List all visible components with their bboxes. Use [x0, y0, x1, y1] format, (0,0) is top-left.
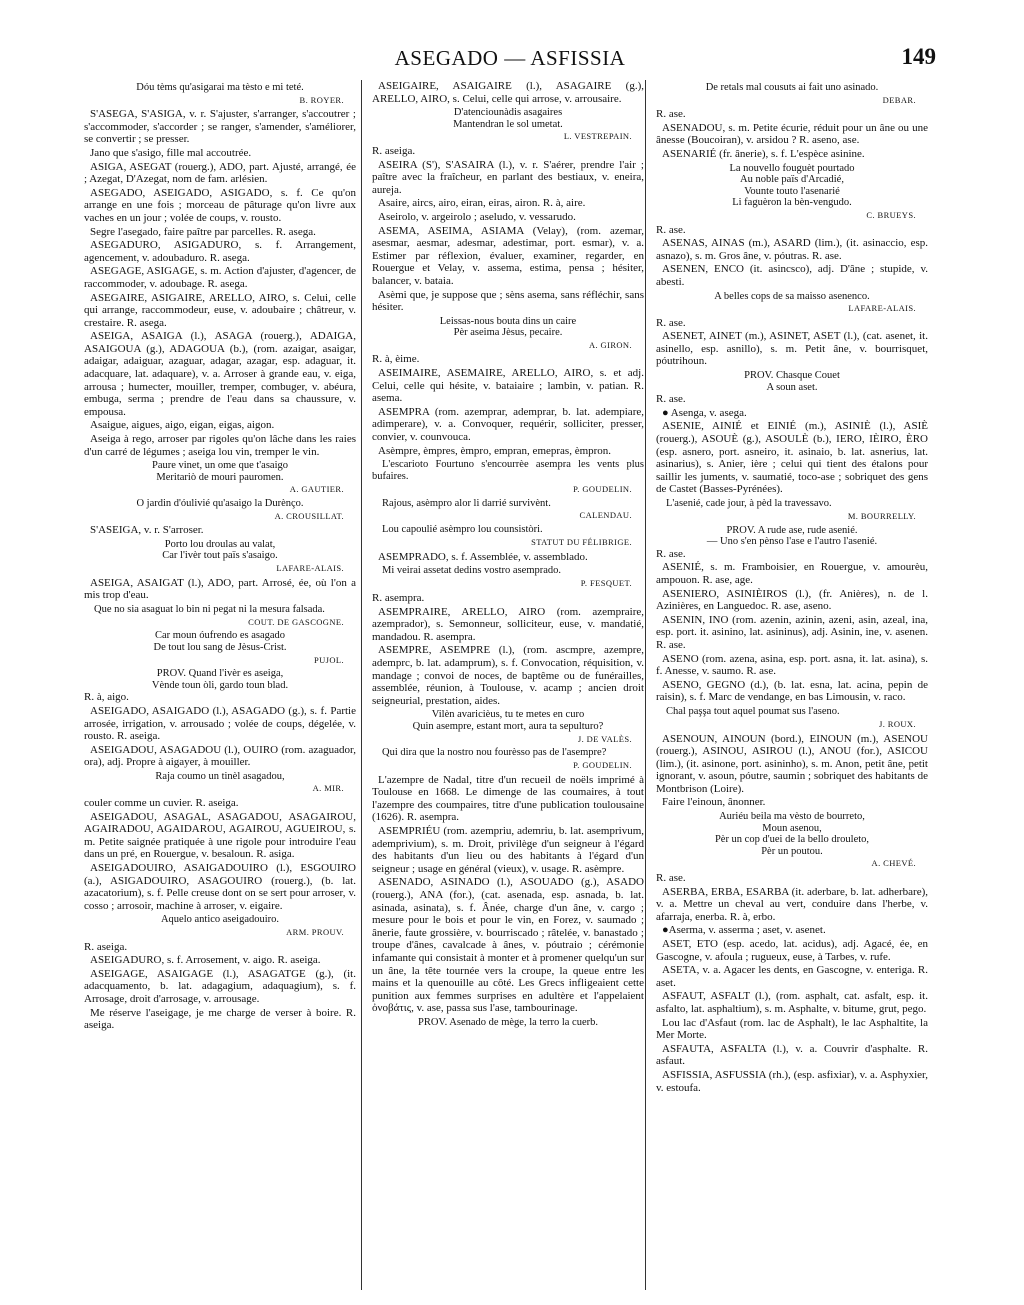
dictionary-entry: S'ASEGA, S'ASIGA, v. r. S'ajuster, s'arranger, s'accoutrer ; s'accommoder, s'accorder ; se ranger, s'amender, s'améliorer, se convertir ; se presser. — [84, 108, 356, 146]
entry-example: Me réserve l'aseigage, je me charge de verser à boire. R. aseiga. — [84, 1006, 356, 1032]
quotation: Porto lou droulas au valat, Car l'ivèr tout païs s'asaigo. LAFARE-ALAIS. — [162, 538, 344, 573]
dictionary-entry: ASENIE, AINIÉ et EINIÉ (m.), ASINIÈ (l.), ASIÈ (rouerg.), ASOUÈ (g.), ASOULÈ (b.), IERO, IÈIRO, ÈRO (esp. asnero, port. asneiro, it. asinaio, b. lat. asnerius, lat. asinarius), s. Anier, ière ; celui qui tient des étalons pour saillir les juments, v. saumatié, toco-ase ; sobriquet des gens de Castet (Basses-Pyrénées). — [656, 420, 928, 496]
quotation: L'escarioto Fourtuno s'encourrèe asempra les vents plus bufaires. P. GOUDELIN. — [372, 459, 644, 494]
running-header — [84, 40, 936, 74]
entry-example: Aseiga à rego, arroser par rigoles qu'on lâche dans les raies d'un carré de légumes ; aseiga lou vin, tremper le vin. — [84, 433, 356, 458]
dictionary-entry: ASEMPRA (rom. azemprar, ademprar, b. lat. adempiare, adimperare), v. a. Convoquer, requérir, solliciter, presser, convier, v. counvouca. — [372, 405, 644, 444]
entry-example: Asaigue, aigues, aigo, eigan, eigas, aigon. — [90, 419, 275, 432]
dictionary-entry: ASEIGA, ASAIGAT (l.), ADO, part. Arrosé, ée, où l'on a mis trop d'eau. — [84, 576, 356, 602]
dictionary-entry: ASEMA, ASEIMA, ASIAMA (Velay), (rom. azemar, asesmar, aesmar, adesmar, adestimar, port. esmar), v. a. Estimer par réflexion, évaluer, examiner, regarder, en Rouergue et Velay, v. assema, estima, pensa ; hésiter, balancer, v. bataia. — [372, 224, 644, 287]
dictionary-entry: ASFAUT, ASFALT (l.), (rom. asphalt, cat. asfalt, esp. it. asfalto, lat. asphaltium), s. m. Asphalte, v. bitume, grut, pego. — [656, 990, 928, 1015]
entry-example: couler comme un cuvier. R. aseiga. — [84, 797, 239, 810]
dictionary-entry: ASENARIÉ (fr. ânerie), s. f. L'espèce asinine. — [662, 147, 865, 160]
column-right — [656, 80, 928, 1290]
dictionary-entry: ASEIGADURO, s. f. Arrosement, v. aigo. R. aseiga. — [90, 954, 321, 967]
dictionary-entry: ASIGA, ASEGAT (rouerg.), ADO, part. Ajusté, arrangé, ée ; Azegat, D'Azegat, nom de fam. arlésien. — [84, 160, 356, 186]
dictionary-entry: ASEMPRE, ASEMPRE (l.), (rom. ascmpre, azempre, ademprc, b. lat. adamprum), s. f. Convocation, réquisition, v. mandage ; convoi de noces, de baptême ou de funérailles, assemblée, réunion, à Toulouse, v. acamp ; ancien droit seigneurial, prestation, aides. — [372, 644, 644, 707]
entry-etymology: R. aseiga. — [372, 144, 416, 157]
dictionary-entry: ASEMPRIÉU (rom. azempriu, ademriu, b. lat. asemprivum, ademprivium), s. m. Droit, privilège d'un seigneur à l'égard des habitants d'un lieu ou des habitants à l'égard d'un seigneur ; usage en général (vieux), v. usage. R. asèmpre. — [372, 825, 644, 875]
quotation: Qui dira que la nostro nou fourèsso pas de l'asempre? P. GOUDELIN. — [382, 747, 632, 770]
quotation: Dóu tèms qu'asigarai ma tèsto e mi teté. B. ROYER. — [136, 82, 344, 105]
dictionary-entry: ASENET, AINET (m.), ASINET, ASET (l.), (cat. asenet, it. asinello, esp. asnillo), s. m. Petit âne, v. bourrisquet, póutrihoun. — [656, 330, 928, 368]
quotation: Auriéu beila ma vèsto de bourreto, Moun asenou, Pèr un cop d'uei de la bello drouleto, Pèr un poutou. A. CHEVÉ. — [714, 811, 916, 869]
entry-example: Asaire, aircs, airo, eiran, eiras, airon. R. à, aire. — [378, 197, 586, 210]
entry-etymology: R. à, èime. — [372, 353, 420, 366]
dictionary-entry: ASENOUN, AINOUN (bord.), EINOUN (m.), ASENOU (rouerg.), ASINOU, ASIROU (l.), ANOU (for.), ASICOU (lim.), (it. asinone, port. asininho), s. m. Anon, petit âne, petit ignorant, v. asoun, póutre, saumin ; sobriquet des habitants de Montbrison (Loire). — [656, 732, 928, 795]
entry-example: L'azempre de Nadal, titre d'un recueil de noëls imprimé à Toulouse en 1668. Le dimenge de las coumaires, à tout l'azempre des coumpaires, titre d'une publication toulousaine (1626). R. asempra. — [372, 773, 644, 824]
dictionary-entry: ASENO (rom. azena, asina, esp. port. asna, it. lat. asina), s. f. Anesse, v. saumo. R. ase. — [656, 652, 928, 678]
entry-example: Asèmi que, je suppose que ; sèns asema, sans réfléchir, sans hésiter. — [372, 288, 644, 314]
dictionary-entry: ASERBA, ERBA, ESARBA (it. aderbare, b. lat. adherbare), v. a. Mettre un cheval au vert, conduire dans l'herbe, v. afarraja, enerba. R. à, erbo. — [656, 885, 928, 923]
running-title: ASEGADO — ASFISSIA — [394, 46, 626, 70]
entry-example: Segre l'asegado, faire paître par parcelles. R. asega. — [90, 225, 316, 238]
column-divider — [361, 80, 362, 1290]
dictionary-entry: ASEGAIRE, ASIGAIRE, ARELLO, AIRO, s. Celui, celle qui arrange, raccommodeur, euse, v. adoubaire ; châtreur, v. crestaire. R. asega. — [84, 291, 356, 329]
dictionary-entry: ASEMPRAIRE, ARELLO, AIRO (rom. azempraire, azemprador), s. Semonneur, solliciteur, euse, v. mandatié, mandadou. R. asempra. — [372, 605, 644, 643]
dictionary-entry: ASET, ETO (esp. acedo, lat. acidus), adj. Agacé, ée, en Gascogne, v. afoula ; rugueux, euse, à Tarbes, v. rufe. — [656, 938, 928, 963]
dictionary-entry: ASEIGAGE, ASAIGAGE (l.), ASAGATGE (g.), (it. adacquamento, b. lat. adagagium, adaquagium), s. f. Arrosage, droit d'arrosage, v. arrousage. — [84, 967, 356, 1005]
page-number: 149 — [901, 44, 936, 69]
quotation: Rajous, asèmpro alor li darrié survivènt. CALENDAU. — [382, 497, 632, 521]
dictionary-entry: ASEGADO, ASEIGADO, ASIGADO, s. f. Ce qu'on arrange en une fois ; morceau de pâturage qu'on livre aux vaches en un jour ; volée de coups, v. rousto. — [84, 186, 356, 224]
column-divider — [645, 80, 646, 1290]
quotation: Paure vinet, un ome que t'asaigo Meritariò de mouri pauromen. A. GAUTIER. — [151, 460, 344, 495]
quotation: Vilèn avaricièus, tu te metes en curo Quin asempre, estant mort, aura ta sepulturo? J. DE VALÈS. — [412, 709, 632, 744]
dictionary-entry: ASEIGA, ASAIGA (l.), ASAGA (rouerg.), ADAIGA, ASAIGOUA (g.), ADAGOUA (b.), (rom. azaigar, asaigar, adaigar, adaiguar, azaguar, adagar, azagar, esp. adaguar, it. adacquare, lat. adaquare), v. a. Arroser à grande eau, v. eiga, arrousa ; humecter, mouiller, tremper, combuger, v. abéura, embuga, serma ; prendre de l'eau dans sa chaussure, v. empousa. — [84, 330, 356, 418]
proverb: PROV. Quand l'ivèr es aseiga, Vènde toun òli, gardo toun blad. — [151, 668, 289, 691]
quotation: De retals mal cousuts ai fait uno asinado. DEBAR. — [705, 82, 916, 105]
entry-example: Asèmpre, èmpres, èmpro, empran, emepras, èmpron. — [378, 444, 612, 457]
column-left — [84, 80, 356, 1290]
dictionary-entry: ASENEN, ENCO (it. asincsco), adj. D'âne ; stupide, v. abesti. — [656, 263, 928, 288]
quotation: O jardin d'óulivié qu'asaigo la Durènço. A. CROUSILLAT. — [136, 498, 344, 521]
dictionary-entry: ASENIERO, ASINIÈIROS (l.), (fr. Anières), n. de l. Azinières, en Languedoc. R. ase, aseno. — [656, 587, 928, 613]
entry-example: Lou lac d'Asfaut (rom. lac de Asphalt), le lac Asphaltite, la Mer Morte. — [656, 1016, 928, 1042]
column-middle — [372, 80, 644, 1290]
entry-etymology: R. ase. — [656, 393, 686, 406]
entry-etymology: R. ase. — [656, 108, 686, 121]
dictionary-entry: ASENAS, AINAS (m.), ASARD (lim.), (it. asinaccio, esp. asnazo), s. m. Gros âne, v. póutras. R. ase. — [656, 237, 928, 262]
dictionary-entry: ASEIGADO, ASAIGADO (l.), ASAGADO (g.), s. f. Partie arrosée, irrigation, v. arrousado ; volée de coups, dégelée, v. rousto. R. aseiga. — [84, 704, 356, 743]
dictionary-entry: ASENADO, ASINADO (l.), ASOUADO (g.), ASADO (rouerg.), ANA (for.), (cat. asenada, esp. asnada, b. lat. asinada, asinata), s. f. Ânée, charge d'un âne, v. cargo ; mesure pour le bois et pour le vin, en Forez, v. saumado ; ânerie, faute grossière, v. bourriscado ; râtelée, v. banastado ; troupe d'ânes, cavalcade à ânes, v. póutraio ; cérémonie infamante qui consistait à monter et à promener quelqu'un sur un âne, la tête tournée vers la croupe, la queue entre les mains et la quenouille au côté. Les Grecs infligeaient cette punition aux femmes surprises en adultère et l'appelaient ὀνοβάτις, v. ase, passa sus l'ase, tambourinage. — [372, 876, 644, 1015]
quotation: Car moun óufrendo es asagado De tout lou sang de Jèsus-Crist. PUJOL. — [153, 630, 344, 665]
dictionary-entry: ASEGAGE, ASIGAGE, s. m. Action d'ajuster, d'agencer, de raccommoder, v. adoubage. R. asega. — [84, 265, 356, 290]
dictionary-entry: ASENADOU, s. m. Petite écurie, réduit pour un âne ou une ânesse (Boucoiran), v. arsidou ? R. aseno, ase. — [656, 121, 928, 147]
dictionary-entry: ASEIGADOU, ASAGADOU (l.), OUIRO (rom. azaguador, ora), adj. Propre à aigayer, à mouiller. — [84, 743, 356, 769]
dictionary-entry: ASEIGAIRE, ASAIGAIRE (l.), ASAGAIRE (g.), ARELLO, AIRO, s. Celui, celle qui arrose, v. arrousaire. — [372, 80, 644, 105]
quotation: La nouvello fouguèt pourtado Au noble païs d'Arcadié, Vounte touto l'asenarié Li faguèron la bèn-vengudo. C. BRUEYS. — [729, 162, 916, 220]
dictionary-entry: ASEIGADOUIRO, ASAIGADOUIRO (l.), ESGOUIRO (a.), ASIGADOUIRO, ASAGOUIRO (rouerg.), (b. lat. azacatorium), s. f. Pelle creuse dont on se sert pour arroser, v. cosso ; arrosoir, machine à arroser, v. eigaire. — [84, 862, 356, 912]
quotation: Mi veirai assetat dedins vostro asemprado. P. FESQUET. — [382, 565, 632, 589]
proverb: PROV. A rude ase, rude asenié. — Uno s'en pènso l'ase e l'autro l'asenié. — [706, 524, 878, 548]
dictionary-entry: ASEIGADOU, ASAGAL, ASAGADOU, ASAGAIROU, AGAIRADOU, AGAIDAROU, AGAIROU, AGUEIROU, s. m. Petite saignée pratiquée à une rigole pour introduire l'eau dans un pré, en Rouergue, v. besaloun. R. asiga. — [84, 810, 356, 861]
quotation: Lou capoulié asèmpro lou counsistòri. STATUT DU FÉLIBRIGE. — [382, 524, 632, 547]
dictionary-entry: ASETA, v. a. Agacer les dents, en Gascogne, v. enteriga. R. aset. — [656, 964, 928, 989]
quotation: Leissas-nous bouta dins un caire Pèr aseima Jèsus, pecaire. A. GIRON. — [439, 315, 632, 350]
entry-etymology: R. ase. — [656, 547, 686, 560]
dictionary-entry: ASEIMAIRE, ASEMAIRE, ARELLO, AIRO, s. et adj. Celui, celle qui hésite, v. bataiaire ; lambin, v. patian. R. asema. — [372, 367, 644, 405]
proverb: PROV. Chasque Couet A soun aset. — [744, 370, 840, 393]
dictionary-entry: ASEIRA (S'), S'ASAIRA (l.), v. r. S'aérer, prendre l'air ; paître avec la fraîcheur, en parlant des bestiaux, v. eneira, aureja. — [372, 158, 644, 196]
cross-reference: ●Aserma, v. asserma ; aset, v. asenet. — [662, 924, 826, 937]
entry-etymology: R. à, aigo. — [84, 691, 129, 704]
entry-etymology: R. aseiga. — [84, 940, 128, 953]
entry-etymology: R. ase. — [656, 316, 686, 329]
quotation: A belles cops de sa maisso asenenco. LAFARE-ALAIS. — [714, 290, 916, 314]
entry-etymology: R. ase. — [656, 223, 686, 236]
dictionary-entry: ASFAUTA, ASFALTA (l.), v. a. Couvrir d'asphalte. R. asfaut. — [656, 1042, 928, 1068]
dictionary-entry: ASENIÉ, s. m. Framboisier, en Rouergue, v. amourèu, ampouon. R. ase, age. — [656, 561, 928, 586]
dictionary-entry: ASENIN, INO (rom. azenin, azinin, azeni, asin, azeal, ina, esp. port. it. asinino, lat. asininus), adj. Asinin, ine, v. asenen. R. ase. — [656, 613, 928, 651]
dictionary-entry: ASENO, GEGNO (d.), (b. lat. esna, lat. acina, pepin de raisin), s. f. Marc de vendange, en bas Limousin, v. raco. — [656, 678, 928, 704]
dictionary-entry: Aseirolo, v. argeirolo ; aseludo, v. vessarudo. — [378, 210, 576, 223]
dictionary-entry: ASFISSIA, ASFUSSIA (rh.), (esp. asfixiar), v. a. Asphyxier, v. estoufa. — [656, 1068, 928, 1094]
quotation: Aquelo antico aseigadouiro. ARM. PROUV. — [160, 914, 344, 937]
quotation: Raja coumo un tinèl asagadou, A. MIR. — [155, 770, 344, 794]
entry-example: Faire l'einoun, ânonner. — [662, 796, 766, 809]
dictionary-entry: ASEGADURO, ASIGADURO, s. f. Arrangement, agencement, v. adoubaduro. R. asega. — [84, 239, 356, 264]
dictionary-entry: ASEMPRADO, s. f. Assemblée, v. assemblado. — [378, 550, 588, 563]
proverb: PROV. Asenado de mège, la terro la cuerb. — [417, 1016, 598, 1028]
dictionary-entry: S'ASEIGA, v. r. S'arroser. — [90, 524, 204, 537]
quotation: Que no sia asaguat lo bin ni pegat ni la mesura falsada. COUT. DE GASCOGNE. — [94, 603, 344, 627]
entry-example: Jano que s'asigo, fille mal accoutrée. — [90, 146, 252, 159]
entry-etymology: R. asempra. — [372, 591, 425, 604]
quotation: L'asenié, cade jour, à pèd la travessavo. M. BOURRELLY. — [666, 498, 916, 521]
quotation: Chal paşşa tout aquel poumat sus l'aseno. J. ROUX. — [666, 705, 916, 729]
entry-etymology: R. ase. — [656, 872, 686, 885]
cross-reference: ● Asenga, v. asega. — [662, 406, 747, 419]
quotation: D'atenciounàdis asagaires Mantendran le sol umetat. L. VESTREPAIN. — [453, 107, 632, 142]
